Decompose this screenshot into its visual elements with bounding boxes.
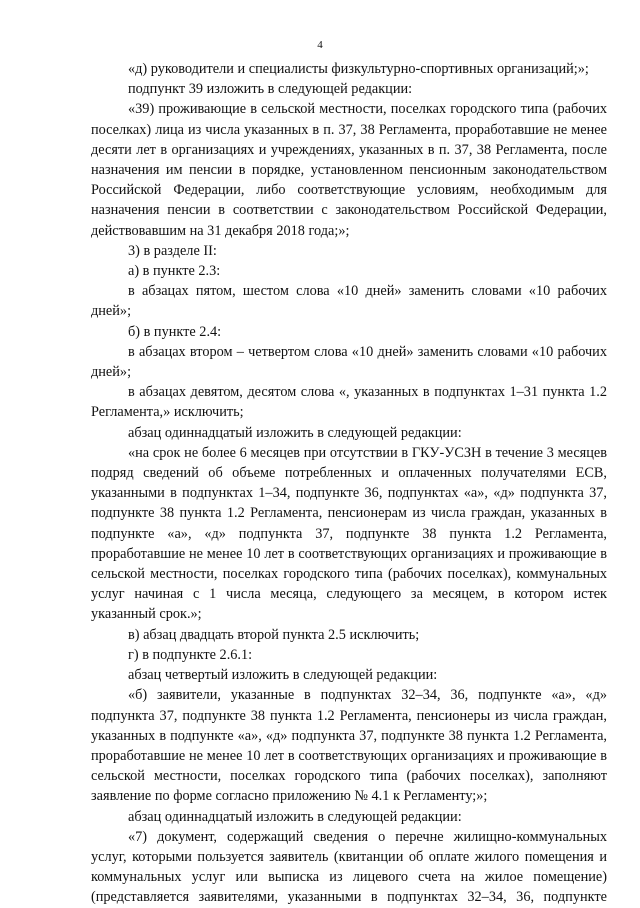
paragraph-eleventh-text: «на срок не более 6 месяцев при отсутствии в ГКУ-УСЗН в течение 3 месяцев подряд сведений об объеме потребленных и оплаченных получателями ЕСВ, указанными в подпунктах 1–34, подпункте 36, подпунктах «а», «д» подпункта 37, подпункте 38 пункта 1.2 Регламента, пенсионерам из числа граждан, указанных в подпункте «а», «д» подпункта 37, подпункте 38 пункта 1.2 Регламента, проработавшие не менее 10 лет в соответствующих организациях и проживающие в сельской местности, поселках городского типа (рабочих поселках), коммунальных услуг начиная с 1 числа месяца, следующего за месяцем, в котором истек указанный срок.»; [91, 444, 607, 623]
paragraph-item-2-6-1: г) в подпункте 2.6.1: [128, 646, 253, 663]
paragraph-fourth-intro: абзац четвертый изложить в следующей редакции: [128, 667, 438, 684]
paragraph-item-39-text: «39) проживающие в сельской местности, поселках городского типа (рабочих поселках) лица из числа указанных в п. 37, 38 Регламента, проработавшие не менее десяти лет в организациях и учреждениях, указанных в п. 37, 38 Регламента, после назначения им пенсии в порядке, установленном пенсионным законодательством Российской Федерации, либо соответствующие условиям, необходимым для назначения пенсии в соответствии с законодательством Российской Федерации, действовавшим на 31 декабря 2018 года;»; [91, 101, 607, 239]
paragraph-subitem-d: «д) руководители и специалисты физкультурно-спортивных организаций;»; [128, 61, 589, 77]
paragraph-item-7-text: «7) документ, содержащий сведения о перечне жилищно-коммунальных услуг, которыми пользуется заявитель (квитанции об оплате жилого помещения и коммунальных услуг или выписка из лицевого счета на жилое помещение) (представляется заявителями, указанными в подпунктах 32–34, 36, подпункте [91, 828, 607, 906]
paragraph-item-2-4-exclude: в абзацах девятом, десятом слова «, указанных в подпунктах 1–31 пункта 1.2 Регламента,» исключить; [91, 384, 607, 421]
paragraph-eleventh-intro-2: абзац одиннадцатый изложить в следующей редакции: [128, 808, 462, 825]
document-body [91, 59, 607, 908]
paragraph-item-2-5: в) абзац двадцать второй пункта 2.5 исключить; [128, 626, 420, 643]
paragraph-section-ii: 3) в разделе II: [128, 242, 217, 259]
paragraph-item-2-3-change: в абзацах пятом, шестом слова «10 дней» заменить словами «10 рабочих дней»; [91, 283, 607, 320]
paragraph-item-2-4-change: в абзацах втором – четвертом слова «10 дней» заменить словами «10 рабочих дней»; [91, 343, 607, 381]
paragraph-fourth-text: «б) заявители, указанные в подпунктах 32–34, 36, подпункте «а», «д» подпункта 37, подпункте 38 пункта 1.2 Регламента, пенсионеры из числа граждан, указанных в подпункте «а», «д» подпункта 37, подпункте 38 пункта 1.2 Регламента, проработавшие не менее 10 лет в соответствующих организациях и проживающие в сельской местности, поселках городского типа (рабочих поселках), заполняют заявление по форме согласно приложению № 4.1 к Регламенту;»; [91, 687, 607, 805]
paragraph-item-2-3: а) в пункте 2.3: [128, 263, 221, 280]
page-number: 4 [317, 39, 323, 51]
paragraph-eleventh-intro: абзац одиннадцатый изложить в следующей редакции: [128, 424, 462, 441]
paragraph-item-2-4: б) в пункте 2.4: [128, 323, 222, 340]
paragraph-item-39-intro: подпункт 39 изложить в следующей редакции: [128, 81, 413, 98]
